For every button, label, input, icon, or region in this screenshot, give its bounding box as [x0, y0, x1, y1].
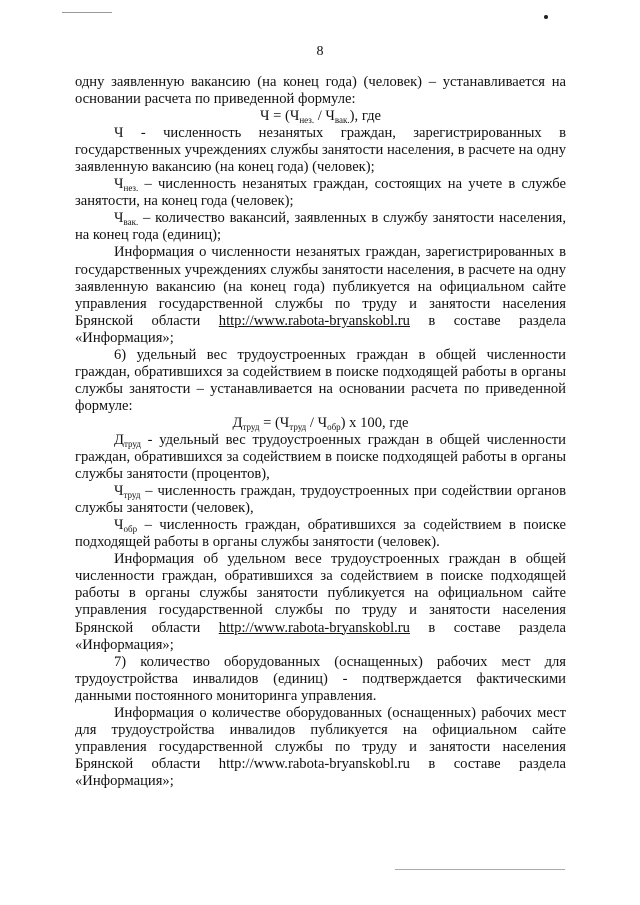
paragraph-info-3: Информация о количестве оборудованных (оснащенных) рабочих мест для трудоустройства инвалидов публикуется на официальном сайте управления государственной службы по труду и занятости населения Брянской области http://www.rabota-bryanskobl.ru в составе раздела «Информация»; [75, 704, 566, 789]
definition-ch: Ч - численность незанятых граждан, зарегистрированных в государственных учреждениях службы занятости населения, в расчете на одну заявленную вакансию (на конец года) (человек); [75, 125, 566, 176]
document-body [75, 74, 566, 790]
definition-d-trud: $Д_{труд}$ - удельный вес трудоустроенных граждан в общей численности граждан, обратившихся за содействием в поиске подходящей работы в органы службы занятости (процентов), [75, 431, 566, 483]
website-link[interactable]: http://www.rabota-bryanskobl.ru [218, 312, 410, 329]
paragraph-info-2: Информация об удельном весе трудоустроенных граждан в общей численности граждан, обратившихся за содействием в поиске подходящей работы в органы службы занятости публикуется на официальном сайте управления государственной службы по труду и занятости населения Брянской области http://www.rabota-bryanskobl.ru в составе раздела «Информация»; [75, 551, 566, 653]
definition-ch-obr: $Ч_{обр}$ – численность граждан, обратившихся за содействием в поиске подходящей работы в органы службы занятости (человек). [75, 517, 566, 551]
website-link[interactable]: http://www.rabota-bryanskobl.ru [218, 619, 410, 636]
definition-ch-nez: $Ч_{нез.}$ – численность незанятых граждан, состоящих на учете в службе занятости, на конец года (человек); [75, 176, 566, 210]
page-number: 8 [316, 44, 324, 59]
definition-ch-trud: $Ч_{труд}$ – численность граждан, трудоустроенных при содействии органов службы занятости (человек), [75, 483, 566, 517]
footer-rule [395, 869, 565, 870]
paragraph-intro: одну заявленную вакансию (на конец года) (человек) – устанавливается на основании расчета по приведенной формуле: [75, 74, 566, 108]
paragraph-item-6: 6) удельный вес трудоустроенных граждан в общей численности граждан, обратившихся за содействием в поиске подходящей работы в органы службы занятости – устанавливается на основании расчета по приведенной формуле: [75, 346, 566, 414]
paragraph-info-1: Информация о численности незанятых граждан, зарегистрированных в государственных учреждениях службы занятости населения, в расчете на одну заявленную вакансию (на конец года) публикуется на официальном сайте управления государственной службы по труду и занятости населения Брянской области http://www.rabota-bryanskobl.ru в составе раздела «Информация»; [75, 244, 566, 346]
formula-ch: $Ч = (Ч_{нез.} / Ч_{вак.})$, где [259, 108, 381, 126]
scan-artifact-dot [544, 15, 548, 19]
definition-ch-vak: $Ч_{вак.}$ – количество вакансий, заявленных в службу занятости населения, на конец года (единиц); [75, 210, 566, 244]
scan-artifact-line [62, 12, 112, 13]
formula-dtrud: $Д_{труд} = (Ч_{труд} / Ч_{обр})$ х 100, где [232, 414, 409, 432]
paragraph-item-7: 7) количество оборудованных (оснащенных) рабочих мест для трудоустройства инвалидов (единиц) - подтверждается фактическими данными постоянного мониторинга управления. [75, 653, 566, 704]
